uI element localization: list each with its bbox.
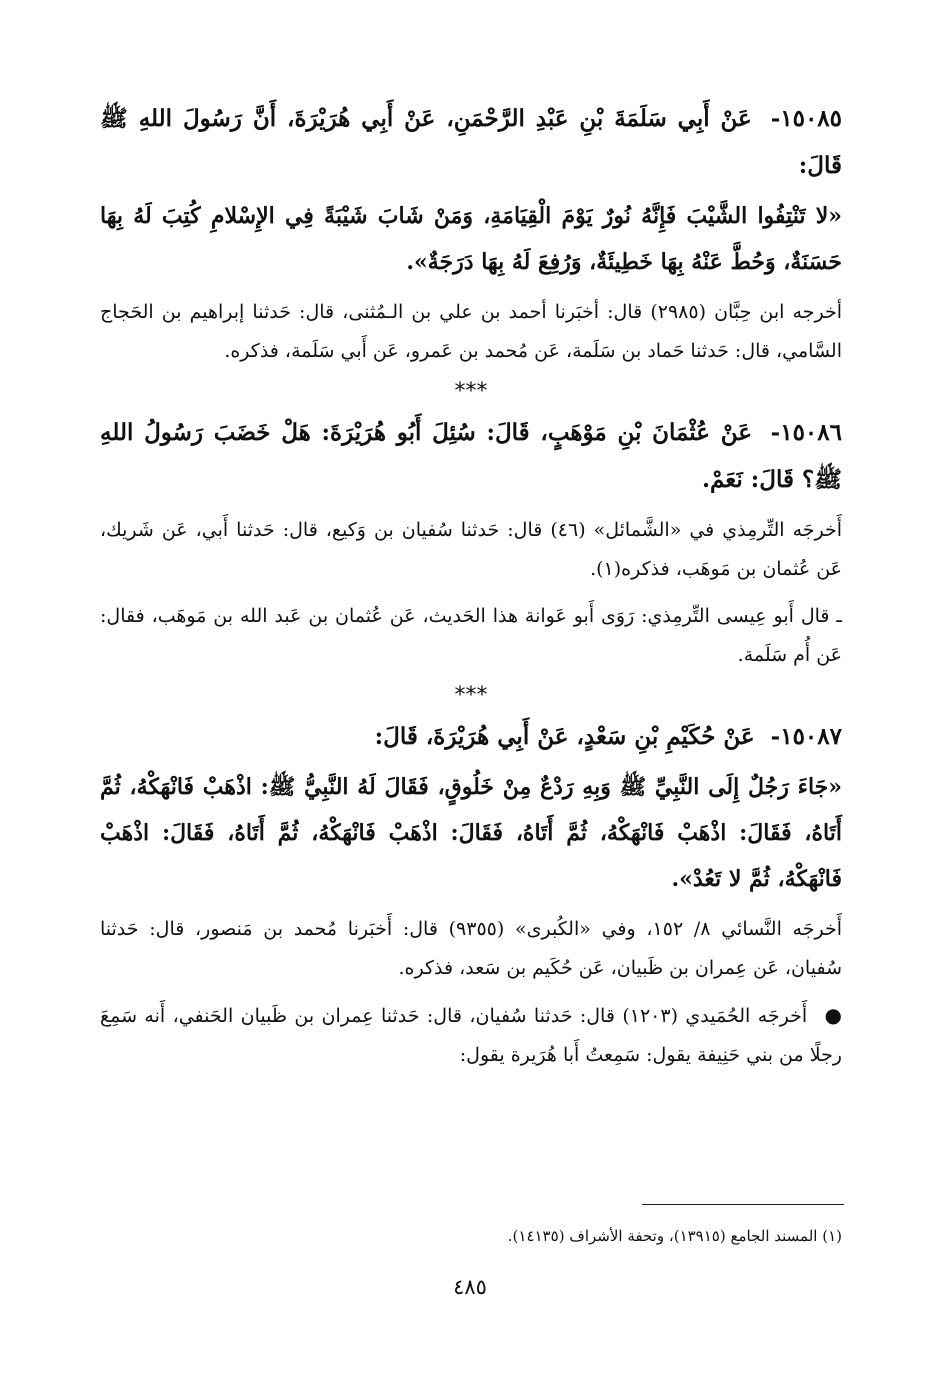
bullet-icon: ● [824,1003,842,1027]
section-separator: *** [454,683,488,708]
hadith-number: ١٥٠٨٧- [770,723,842,750]
hadith-number: ١٥٠٨٥- [770,105,843,132]
hadith-matn: «جَاءَ رَجُلٌ إِلَى النَّبِيِّ ﷺ وَبِهِ رَدْعٌ مِنْ خَلُوقٍ، فَقَالَ لَهُ النَّبِيُّ ﷺ: اذْهَبْ فَانْهَكْهُ، ثُمَّ أَتَاهُ، فَقَالَ: اذْهَبْ فَانْهَكْهُ، ثُمَّ أَتَاهُ، فَقَالَ: اذْهَبْ فَانْهَكْهُ، ثُمَّ أَتَاهُ، فَقَالَ: اذْهَبْ فَانْهَكْهُ، ثُمَّ لا تَعُدْ». [100,774,842,892]
page-body [100,95,842,1075]
takhrij-paragraph: أخرجه ابن حِبَّان (٢٩٨٥) قال: أخبَرنا أحمد بن علي بن الـمُثنى، قال: حَدثنا إبراهيم بن الحَجاج السَّامي، قال: حَدثنا حَماد بن سَلَمة، عَن مُحمد بن عَمرو، عَن أَبي سَلَمة، فذكره. [100,301,842,362]
takhrij-text: أَخرجَه الحُمَيدي (١٢٠٣) قال: حَدثنا سُفيان، قال: حَدثنا عِمران بن ظَبيان الحَنفي، أَنه سَمِعَ رجلًا من بني حَنِيفة يقول: سَمِعتُ أَبا هُرَيرة يقول: [100,1005,842,1066]
takhrij-paragraph [100,996,842,1075]
takhrij-paragraph: أَخرجَه النَّسائي ٨/ ١٥٢، وفي «الكُبرى» (٩٣٥٥) قال: أَخبَرنا مُحمد بن مَنصور، قال: حَدثنا سُفيان، عَن عِمران بن ظَبيان، عَن حُكَيم بن سَعد، فذكره. [100,918,843,979]
hadith-entry [100,95,842,189]
hadith-entry [100,713,842,760]
hadith-matn: «لا تَنْتِفُوا الشَّيْبَ فَإِنَّهُ نُورٌ يَوْمَ الْقِيَامَةِ، وَمَنْ شَابَ شَيْبَةً فِي الإِسْلامِ كُتِبَ لَهُ بِهَا حَسَنَةٌ، وَحُطَّ عَنْهُ بِهَا خَطِيئَةٌ، وَرُفِعَ لَهُ بِهَا دَرَجَةٌ». [100,203,842,275]
hadith-text: عَنْ عُثْمَانَ بْنِ مَوْهَبٍ، قَالَ: سُئِلَ أَبُو هُرَيْرَةَ: هَلْ خَضَبَ رَسُولُ اللهِ ﷺ؟ قَالَ: نَعَمْ. [100,419,842,493]
footnote: (١) المسند الجامع (١٣٩١٥)، وتحفة الأشراف (١٤١٣٥). [507,1227,842,1245]
hadith-text: عَنْ حُكَيْمِ بْنِ سَعْدٍ، عَنْ أَبِي هُرَيْرَةَ، قَالَ: [374,723,755,750]
section-separator: *** [454,379,488,404]
hadith-text: عَنْ أَبِي سَلَمَةَ بْنِ عَبْدِ الرَّحْمَنِ، عَنْ أَبِي هُرَيْرَةَ، أَنَّ رَسُولَ اللهِ ﷺ قَالَ: [100,105,842,179]
footnote-divider [642,1204,844,1205]
page-number: ٤٨٥ [453,1275,487,1299]
hadith-number: ١٥٠٨٦- [770,419,842,446]
takhrij-paragraph: أَخرجَه التِّرمِذي في «الشَّمائل» (٤٦) قال: حَدثنا سُفيان بن وَكيع، قال: حَدثنا أَبي، عَن شَريك، عَن عُثمان بن مَوهَب، فذكره(١). [100,519,843,580]
takhrij-paragraph: ـ قال أَبو عِيسى التِّرمِذي: رَوَى أَبو عَوانة هذا الحَديث، عَن عُثمان بن عَبد الله بن مَوهَب، فقال: عَن أُم سَلَمة. [100,605,842,666]
hadith-entry [100,409,842,503]
